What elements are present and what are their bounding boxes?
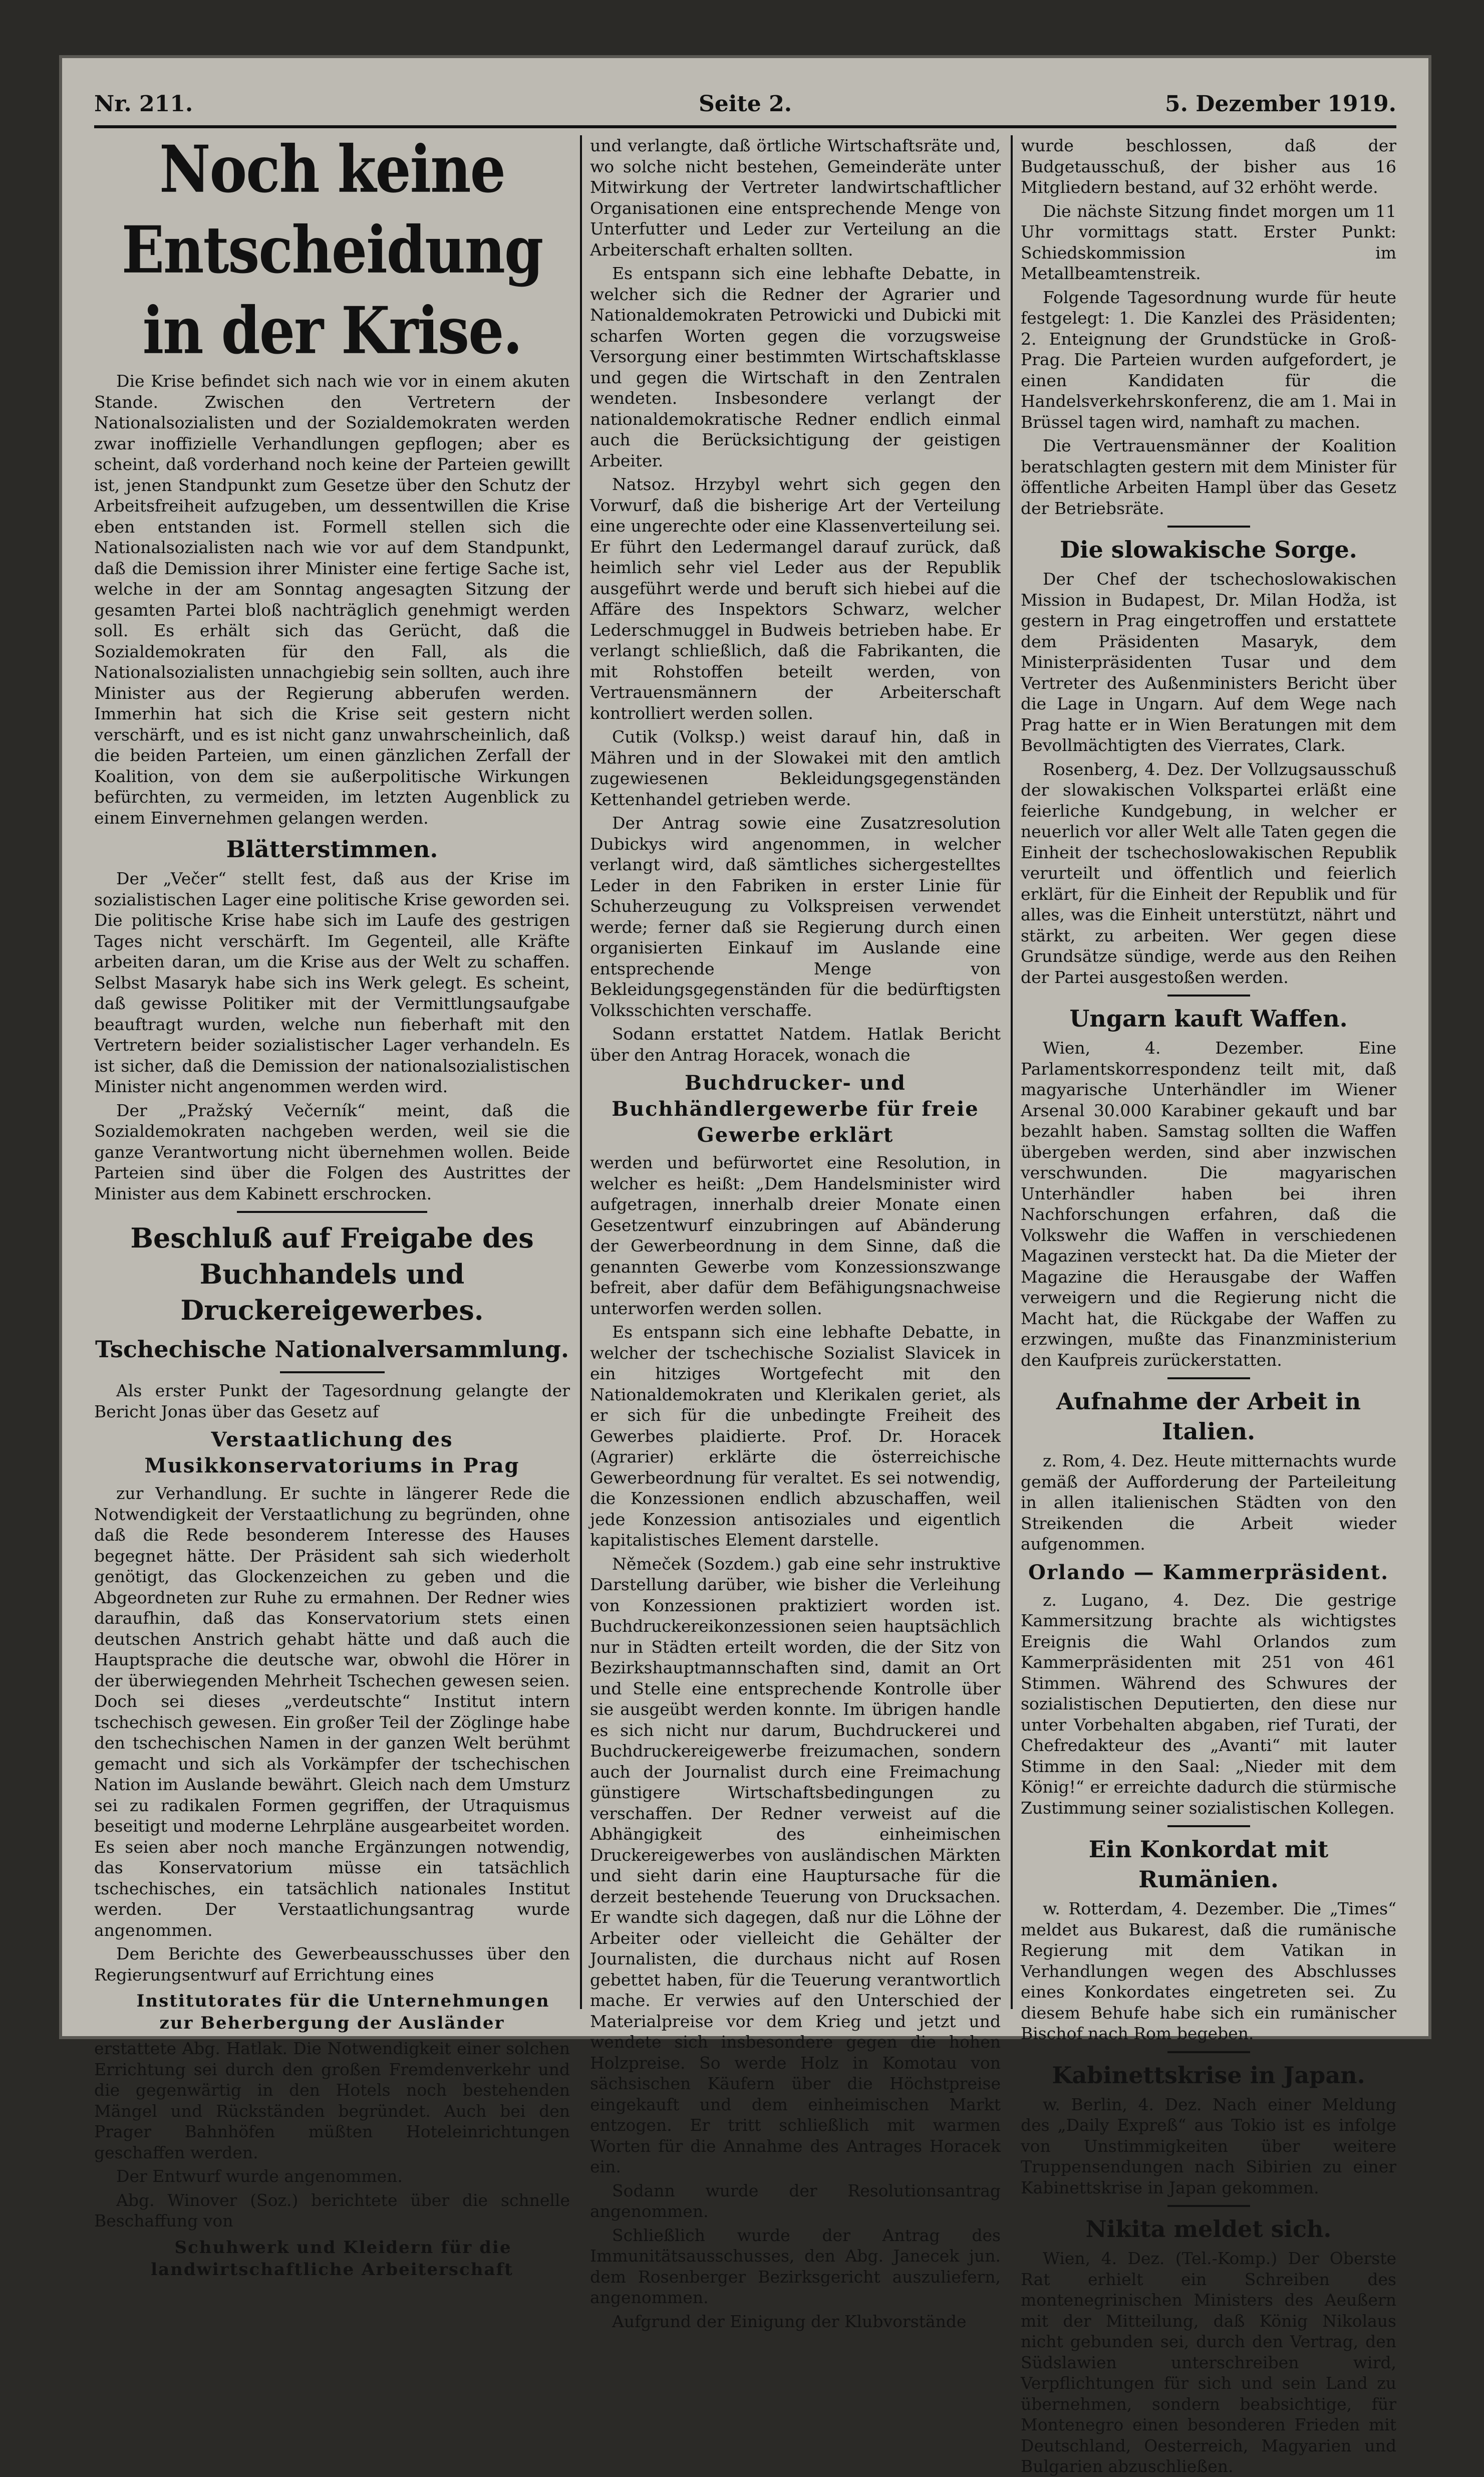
article-subheadline: Tschechische Nationalversammlung. (95, 1336, 569, 1363)
divider-line (1167, 526, 1250, 528)
article-paragraph: Abg. Winover (Soz.) berichtete über die schnelle Beschaffung von (94, 2190, 570, 2231)
article-paragraph: und verlangte, daß örtliche Wirtschaftsräte und, wo solche nicht bestehen, Gemeinderäte unter Mitwirkung der Vertreter landwirtschaftlicher Organisationen eine entsprechende Menge von Unterfutter und Leder zur Verteilung an die Arbeiterschaft erhalten sollten. (590, 136, 1001, 260)
article-paragraph: Dem Berichte des Gewerbeausschusses über den Regierungsentwurf auf Errichtung eines (94, 1944, 570, 1985)
article-paragraph: wurde beschlossen, daß der Budgetausschuß, der bisher aus 16 Mitgliedern bestand, auf 32 erhöht werde. (1021, 136, 1396, 197)
column-3 (1021, 135, 1396, 2476)
article-paragraph: Folgende Tagesordnung wurde für heute festgelegt: 1. Die Kanzlei des Präsidenten; 2. Enteignung der Grundstücke in Groß-Prag. Die Parteien wurden aufgefordert, je einen Kandidaten für die Handelsverkehrskonferenz, die am 1. Mai in Brüssel tagen wird, namhaft zu machen. (1021, 287, 1396, 432)
page-number: Seite 2. (698, 91, 792, 117)
divider-line (280, 1371, 385, 1373)
column-divider (1011, 135, 1013, 2009)
article-paragraph: Der „Pražský Večerník“ meint, daß die Sozialdemokraten nachgeben werden, weil sie die ganze Verantwortung nicht übernehmen wollen. Beide Parteien sind über die Folgen des Austrittes der Minister aus dem Kabinett erschrocken. (94, 1100, 570, 1203)
main-headline: Noch keine Entscheidung in der Krise. (121, 132, 543, 369)
article-paragraph: Der Antrag sowie eine Zusatzresolution Dubickys wird angenommen, in welcher verlangt wird, daß sämtliches sichergestelltes Leder in den Fabriken in erster Linie für Schuherzeugung zu Volkspreisen verwendet werde; ferner daß sie Regierung durch einen organisierten Einkauf im Auslande eine entsprechende Menge von Bekleidungsgegenständen für die bedürftigsten Volksschichten verschaffe. (590, 813, 1001, 1020)
divider-line (1167, 995, 1250, 997)
article-headline: Beschluß auf Freigabe des Buchhandels und Druckereigewerbes. (130, 1222, 534, 1326)
article-paragraph: w. Rotterdam, 4. Dezember. Die „Times“ meldet aus Bukarest, daß die rumänische Regierung mit dem Vatikan in Verhandlungen wegen des Abschlusses eines Konkordates eingetreten sei. Zu diesem Behufe habe sich ein rumänischer Bischof nach Rom begeben. (1021, 1899, 1396, 2043)
article-paragraph: werden und befürwortet eine Resolution, in welcher es heißt: „Dem Handelsminister wird aufgetragen, innerhalb dreier Monate einen Gesetzentwurf einzubringen auf Abänderung der Gewerbeordnung in dem Sinne, daß die genannten Gewerbe vom Konzessionszwange befreit, aber dafür dem Befähigungsnachweise unterworfen werden sollen. (590, 1153, 1001, 1318)
column-1 (94, 132, 570, 2280)
article-paragraph: Der „Večer“ stellt fest, daß aus der Krise im sozialistischen Lager eine politische Krise geworden sei. Die politische Krise habe sich im Laufe des gestrigen Tages nicht verschärft. Im Gegenteil, alle Kräfte arbeiten daran, um die Krise aus der Welt zu schaffen. Selbst Masaryk habe sich ins Werk gelegt. Es scheint, daß gewisse Politiker mit der Vermittlungsaufgabe beauftragt wurden, welche nun fieberhaft mit den Vertretern beider sozialistischer Lager verhandeln. Es ist sicher, daß die Demission der nationalsozialistischen Minister nicht angenommen werden wird. (94, 869, 570, 1096)
article-headline: Aufnahme der Arbeit in Italien. (1056, 1388, 1361, 1445)
article-headline: Ungarn kauft Waffen. (1069, 1005, 1348, 1032)
article-paragraph: Schließlich wurde der Antrag des Immunitätsausschusses, den Abg. Janecek jun. dem Rosenberger Bezirksgericht auszuliefern, angenommen. (590, 2225, 1001, 2307)
article-paragraph: Die Krise befindet sich nach wie vor in einem akuten Stande. Zwischen den Vertretern der Nationalsozialisten und der Sozialdemokraten werden zwar inoffizielle Verhandlungen gepflogen; aber es scheint, daß vorderhand noch keine der Parteien gewillt ist, jenen Standpunkt zum Gesetze über den Schutz der Arbeitsfreiheit aufzugeben, um dessentwillen die Krise eben entstanden ist. Formell stellen sich die Nationalsozialisten nach wie vor auf dem Standpunkt, daß die Demission ihrer Minister eine fertige Sache ist, welche in der am Sonntag angesagten Sitzung der gesamten Partei bloß nachträglich genehmigt werden soll. Es erhält sich das Gerücht, daß die Sozialdemokraten für den Fall, als die Nationalsozialisten unnachgiebig sein sollten, auch ihre Minister aus der Regierung abberufen werden. Immerhin hat sich die Krise seit gestern nicht verschärft, und es ist nicht ganz unwahrscheinlich, daß die beiden Parteien, um einen gänzlichen Zerfall der Koalition, von dem sie außerpolitische Wirkungen befürchten, zu vermeiden, im letzten Augenblick zu einem Einvernehmen gelangen werden. (94, 371, 570, 828)
article-paragraph: z. Rom, 4. Dez. Heute mitternachts wurde gemäß der Aufforderung der Parteileitung in allen italienischen Städten von den Streikenden die Arbeit wieder aufgenommen. (1021, 1451, 1396, 1554)
article-paragraph: Aufgrund der Einigung der Klubvorstände (612, 2311, 967, 2331)
article-paragraph: Sodann erstattet Natdem. Hatlak Bericht über den Antrag Horacek, wonach die (590, 1024, 1001, 1065)
article-headline: Nikita meldet sich. (1085, 2215, 1332, 2243)
divider-line (237, 1211, 427, 1213)
newspaper-page (59, 55, 1431, 2476)
article-paragraph: Als erster Punkt der Tagesordnung gelangte der Bericht Jonas über das Gesetz auf (94, 1381, 570, 1421)
article-paragraph: z. Lugano, 4. Dez. Die gestrige Kammersitzung brachte als wichtigstes Ereignis die Wahl Orlandos zum Kammerpräsidenten mit 251 von 461 Stimmen. Während des Schwures der sozialistischen Deputierten, den diese nur unter Vorbehalten abgaben, rief Turati, der Chefredakteur des „Avanti“ mit lauter Stimme in den Saal: „Nieder mit dem König!“ er erreichte dadurch die stürmische Zustimmung seiner sozialistischen Kollegen. (1021, 1590, 1396, 1818)
article-paragraph: Der Chef der tschechoslowakischen Mission in Budapest, Dr. Milan Hodža, ist gestern in Prag eingetroffen und erstattete dem Präsidenten Masaryk, dem Ministerpräsidenten Tusar und dem Vertreter des Außenministers Bericht über die Lage in Ungarn. Auf dem Wege nach Prag hatte er in Wien Beratungen mit dem Bevollmächtigten des Vierrates, Clark. (1021, 569, 1396, 755)
article-paragraph: Cutik (Volksp.) weist darauf hin, daß in Mähren und in der Slowakei mit den amtlich zugewiesenen Bekleidungsgegenständen Kettenhandel getrieben werde. (590, 727, 1001, 809)
divider-line (1167, 1825, 1250, 1827)
article-paragraph: Němeček (Sozdem.) gab eine sehr instruktive Darstellung darüber, wie bisher die Verleihung von Konzessionen praktiziert worden ist. Buchdruckereikonzessionen seien hauptsächlich nur in Städten erteilt worden, die der Sitz von Bezirkshauptmannschaften sind, damit an Ort und Stelle eine entsprechende Kontrolle über sie ausgeübt werden konnte. Im übrigen handle es sich nicht nur darum, Buchdruckerei und Buchdruckereigewerbe freizumachen, sondern auch der Journalist durch eine Freimachung günstigere Wirtschaftsbedingungen zu verschaffen. Der Redner verweist auf die Abhängigkeit des einheimischen Druckereigewerbes von ausländischen Märkten und sieht darin eine Hauptursache für die derzeit bestehende Teuerung von Drucksachen. Er wandte sich dagegen, daß nur die Löhne der Arbeiter oder vielleicht die Gehälter der Journalisten, die durchaus nicht auf Rosen gebettet haben, für die Teuerung verantwortlich mache. Er verwies auf den Unterschied der Materialpreise vor dem Krieg und jetzt und wendete sich insbesondere gegen die hohen Holzpreise. So werde Holz in Komotau von sächsischen Käufern über die Höchstpreise eingekauft und dem einheimischen Markt entzogen. Er tritt schließlich mit warmen Worten für die Annahme des Antrages Horacek ein. (590, 1554, 1001, 2176)
divider-line (1167, 1377, 1250, 1379)
article-paragraph: w. Berlin, 4. Dez. Nach einer Meldung des „Daily Expreß“ aus Tokio ist es infolge von Unstimmigkeiten über weitere Truppensendungen nach Sibirien zu einer Kabinettskrise in Japan gekommen. (1021, 2094, 1396, 2197)
page-header (94, 85, 1396, 128)
article-headline: Ein Konkordat mit Rumänien. (1088, 1836, 1329, 1893)
article-headline: Orlando — Kammerpräsident. (1028, 1560, 1389, 1584)
article-paragraph: Der Entwurf wurde angenommen. (116, 2166, 403, 2186)
column-2 (590, 135, 1001, 2331)
article-headline: Kabinettskrise in Japan. (1052, 2061, 1365, 2089)
article-paragraph: Rosenberg, 4. Dez. Der Vollzugsausschuß der slowakischen Volkspartei erläßt eine feierliche Kundgebung, in welcher er neuerlich vor aller Welt alle Taten gegen die Einheit der tschechoslowakischen Republik verurteilt und öffentlich und feierlich erklärt, für die Einheit der Republik und für alles, was die Einheit unterstützt, nährt und stärkt, zu arbeiten. Wer gegen diese Grundsätze sündige, werde aus den Reihen der Partei ausgestoßen werden. (1021, 759, 1396, 987)
article-paragraph: Natsoz. Hrzybyl wehrt sich gegen den Vorwurf, daß die bisherige Art der Verteilung eine ungerechte oder eine Klassenverteilung sei. Er führt den Ledermangel darauf zurück, daß heimlich sehr viel Leder aus der Republik ausgeführt werde und beruft sich hiebei auf die Affäre des Inspektors Schwarz, welcher Lederschmuggel in Budweis betrieben habe. Er verlangt schließlich, daß die Fabrikanten, die mit Rohstoffen beteilt werden, von Vertrauensmännern der Arbeiterschaft kontrolliert werden sollen. (590, 474, 1001, 723)
section-heading: Blätterstimmen. (226, 836, 438, 863)
divider-line (1167, 2051, 1250, 2053)
divider-line (1167, 2205, 1250, 2207)
article-paragraph: Wien, 4. Dezember. Eine Parlamentskorrespondenz teilt mit, daß magyarische Unterhändler im Wiener Arsenal 30.000 Karabiner gekauft und bar bezahlt haben. Samstag sollten die Waffen übergeben werden, sind aber inzwischen verschwunden. Die magyarischen Unterhändler haben bei ihren Nachforschungen erfahren, daß die Volkswehr die Waffen in verschiedenen Magazinen versteckt hat. Da die Mieter der Magazine die Herausgabe der Waffen verweigern und die Regierung nicht die Macht hat, die Rückgabe der Waffen zu erzwingen, mußte das Finanzministerium den Kaufpreis zurückerstatten. (1021, 1038, 1396, 1370)
article-paragraph: Die nächste Sitzung findet morgen um 11 Uhr vormittags statt. Erster Punkt: Schiedskommission im Metallbeamtenstreik. (1021, 201, 1396, 283)
article-paragraph: erstattete Abg. Hatlak. Die Notwendigkeit einer solchen Errichtung sei durch den großen Fremdenverkehr und die gegenwärtig in den Hotels noch bestehenden Mängel und Rückständen begründet. Auch bei den Prager Bahnhöfen müßten Hoteleinrichtungen geschaffen werden. (94, 2039, 570, 2162)
article-paragraph: Sodann wurde der Resolutionsantrag angenommen. (590, 2180, 1001, 2221)
article-paragraph: Die Vertrauensmänner der Koalition beratschlagten gestern mit dem Minister für öffentliche Arbeiten Hampl über das Gesetz der Betriebsräte. (1021, 436, 1396, 518)
section-heading: Institutorates für die Unternehmungen zur Beherbergung der Ausländer (136, 1991, 550, 2033)
article-headline: Die slowakische Sorge. (1060, 536, 1357, 563)
article-paragraph: Es entspann sich eine lebhafte Debatte, in welcher der tschechische Sozialist Slavicek in ein hitziges Wortgefecht mit den Nationaldemokraten und Klerikalen geriet, als er sich für die unbedingte Freiheit des Gewerbes plaidierte. Prof. Dr. Horacek (Agrarier) erklärte die österreichische Gewerbeordnung für veraltet. Es sei notwendig, die Konzessionen endlich abzuschaffen, weil jede Konzession antisoziales und eigentlich kapitalistisches Element darstelle. (590, 1322, 1001, 1550)
article-paragraph: Es entspann sich eine lebhafte Debatte, in welcher sich die Redner der Agrarier und Nationaldemokraten Petrowicki und Dubicki mit scharfen Worten gegen die vorzugsweise Versorgung einer bestimmten Wirtschaftsklasse und gegen die Wirtschaft in den Zentralen wendeten. Insbesondere verlangt der nationaldemokratische Redner endlich einmal auch die Berücksichtigung der geistigen Arbeiter. (590, 264, 1001, 470)
section-heading: Buchdrucker- und Buchhändlergewerbe für freie Gewerbe erklärt (612, 1071, 979, 1147)
issue-date: 5. Dezember 1919. (1165, 91, 1396, 117)
article-paragraph: Wien, 4. Dez. (Tel.-Komp.) Der Oberste Rat erhielt ein Schreiben des montenegrinischen Ministers des Aeußern mit der Mitteilung, daß König Nikolaus nicht gebunden sei, durch den Vertrag, den Südslawien unterschreiben wird, Verpflichtungen für sich und sein Land zu übernehmen, sondern beabsichtige, für Montenegro einen besonderen Frieden mit Deutschland, Oesterreich, Magyarien und Bulgarien abzuschließen. (1021, 2249, 1396, 2476)
article-paragraph: zur Verhandlung. Er suchte in längerer Rede die Notwendigkeit der Verstaatlichung zu begründen, ohne daß die Rede besonderem Interesse des Hauses begegnet hätte. Der Präsident sah sich wiederholt genötigt, das Glockenzeichen zu geben und die Abgeordneten zur Ruhe zu ermahnen. Der Redner wies daraufhin, daß das Konservatorium stets einen deutschen Anstrich gehabt hätte und daß auch die Hauptsprache die deutsche war, obwohl die Hörer in der überwiegenden Mehrheit Tschechen gewesen seien. Doch sei dieses „verdeutschte“ Institut intern tschechisch gewesen. Ein großer Teil der Zöglinge habe den tschechischen Namen in der ganzen Welt berühmt gemacht und sich als Vorkämpfer der tschechischen Nation im Auslande bewährt. Gleich nach dem Umsturz sei zu radikalen Formen gegriffen, der Utraquismus beseitigt und moderne Lehrpläne ausgearbeitet worden. Es seien aber noch manche Ergänzungen notwendig, das Konservatorium müsse ein tatsächlich tschechisches, ein tatsächlich nationales Institut werden. Der Verstaatlichungsantrag wurde angenommen. (94, 1483, 570, 1940)
section-heading: Verstaatlichung des Musikkonservatoriums in Prag (144, 1428, 520, 1477)
column-divider (580, 135, 582, 2009)
section-heading: Schuhwerk und Kleidern für die landwirtschaftliche Arbeiterschaft (151, 2237, 513, 2280)
issue-number: Nr. 211. (94, 91, 193, 117)
